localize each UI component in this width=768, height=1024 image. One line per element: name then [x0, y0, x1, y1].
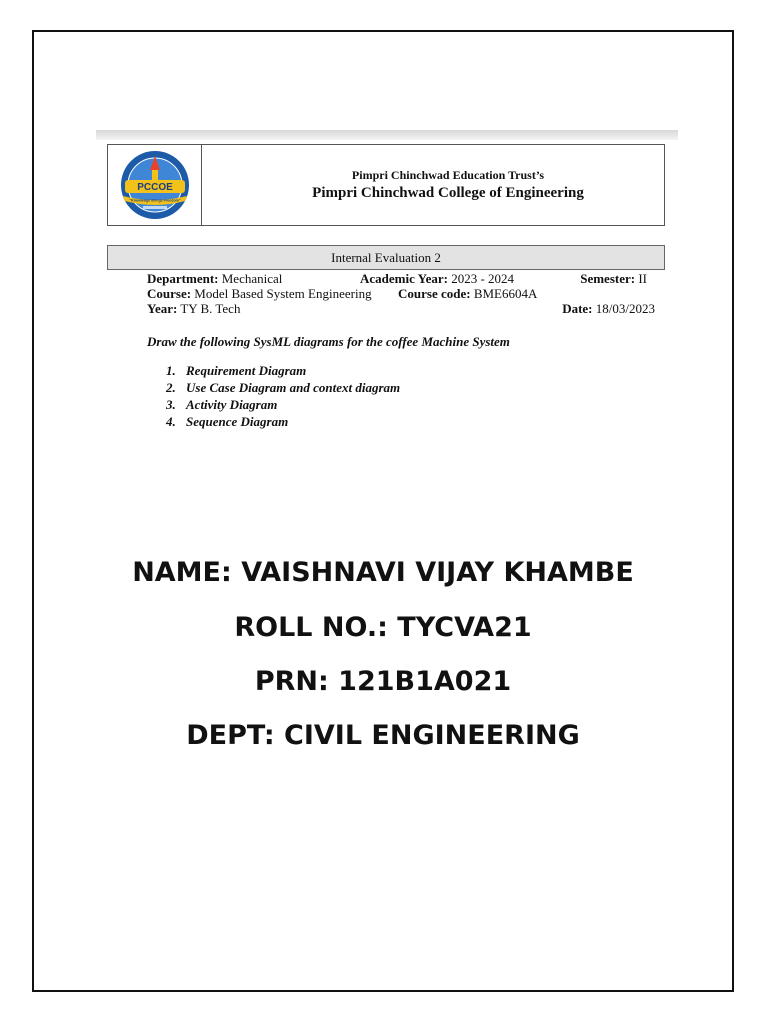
- academic-year-field: [360, 271, 514, 287]
- academic-year-value: 2023 - 2024: [451, 271, 515, 286]
- list-item: [166, 396, 400, 413]
- college-title-cell: [202, 145, 664, 225]
- student-roll-number: ROLL NO.: TYCVA21: [234, 612, 532, 643]
- date-value: 18/03/2023: [595, 301, 655, 316]
- details-row-2: [147, 286, 659, 302]
- academic-year-label: Academic Year:: [360, 271, 448, 286]
- year-field: [147, 301, 240, 317]
- logo-text: PCCOE: [136, 182, 173, 193]
- course-code-field: [398, 286, 537, 302]
- task-label: Sequence Diagram: [186, 414, 289, 429]
- course-code-label: Course code:: [398, 286, 471, 301]
- student-prn: PRN: 121B1A021: [254, 666, 512, 697]
- semester-field: [580, 271, 647, 287]
- date-label: Date:: [562, 301, 593, 316]
- list-item: [166, 413, 400, 430]
- details-row-3: [147, 301, 659, 317]
- list-item: [166, 379, 400, 396]
- scan-shadow-strip: [96, 130, 678, 140]
- task-number: 1.: [166, 363, 176, 378]
- semester-label: Semester:: [580, 271, 636, 286]
- details-row-1: [147, 271, 659, 287]
- college-header: [107, 144, 665, 226]
- task-number: 2.: [166, 380, 176, 395]
- logo-tagline: "Knowledge Brings Freedom": [128, 198, 181, 203]
- evaluation-title: Internal Evaluation 2: [331, 249, 441, 265]
- course-value: Model Based System Engineering: [194, 286, 372, 301]
- year-label: Year:: [147, 301, 178, 316]
- year-value: TY B. Tech: [180, 301, 241, 316]
- course-label: Course:: [147, 286, 192, 301]
- college-logo-cell: [108, 145, 202, 225]
- task-number: 3.: [166, 397, 176, 412]
- date-field: [562, 301, 655, 317]
- task-list: [166, 362, 400, 430]
- task-label: Use Case Diagram and context diagram: [186, 380, 401, 395]
- task-number: 4.: [166, 414, 176, 429]
- task-label: Activity Diagram: [186, 397, 278, 412]
- college-name: Pimpri Chinchwad College of Engineering: [312, 185, 584, 201]
- task-label: Requirement Diagram: [186, 363, 307, 378]
- student-department: DEPT: CIVIL ENGINEERING: [186, 720, 580, 751]
- department-field: [147, 271, 282, 287]
- department-label: Department:: [147, 271, 219, 286]
- assignment-instruction: Draw the following SysML diagrams for the coffee Machine System: [147, 334, 510, 349]
- list-item: [166, 362, 400, 379]
- pccoe-logo-icon: [113, 148, 197, 222]
- trust-name: Pimpri Chinchwad Education Trust’s: [351, 168, 545, 182]
- course-field: [147, 286, 372, 302]
- semester-value: II: [638, 271, 647, 286]
- student-name: NAME: VAISHNAVI VIJAY KHAMBE: [132, 557, 634, 588]
- evaluation-title-bar: [107, 245, 665, 270]
- course-code-value: BME6604A: [473, 286, 538, 301]
- department-value: Mechanical: [221, 271, 283, 286]
